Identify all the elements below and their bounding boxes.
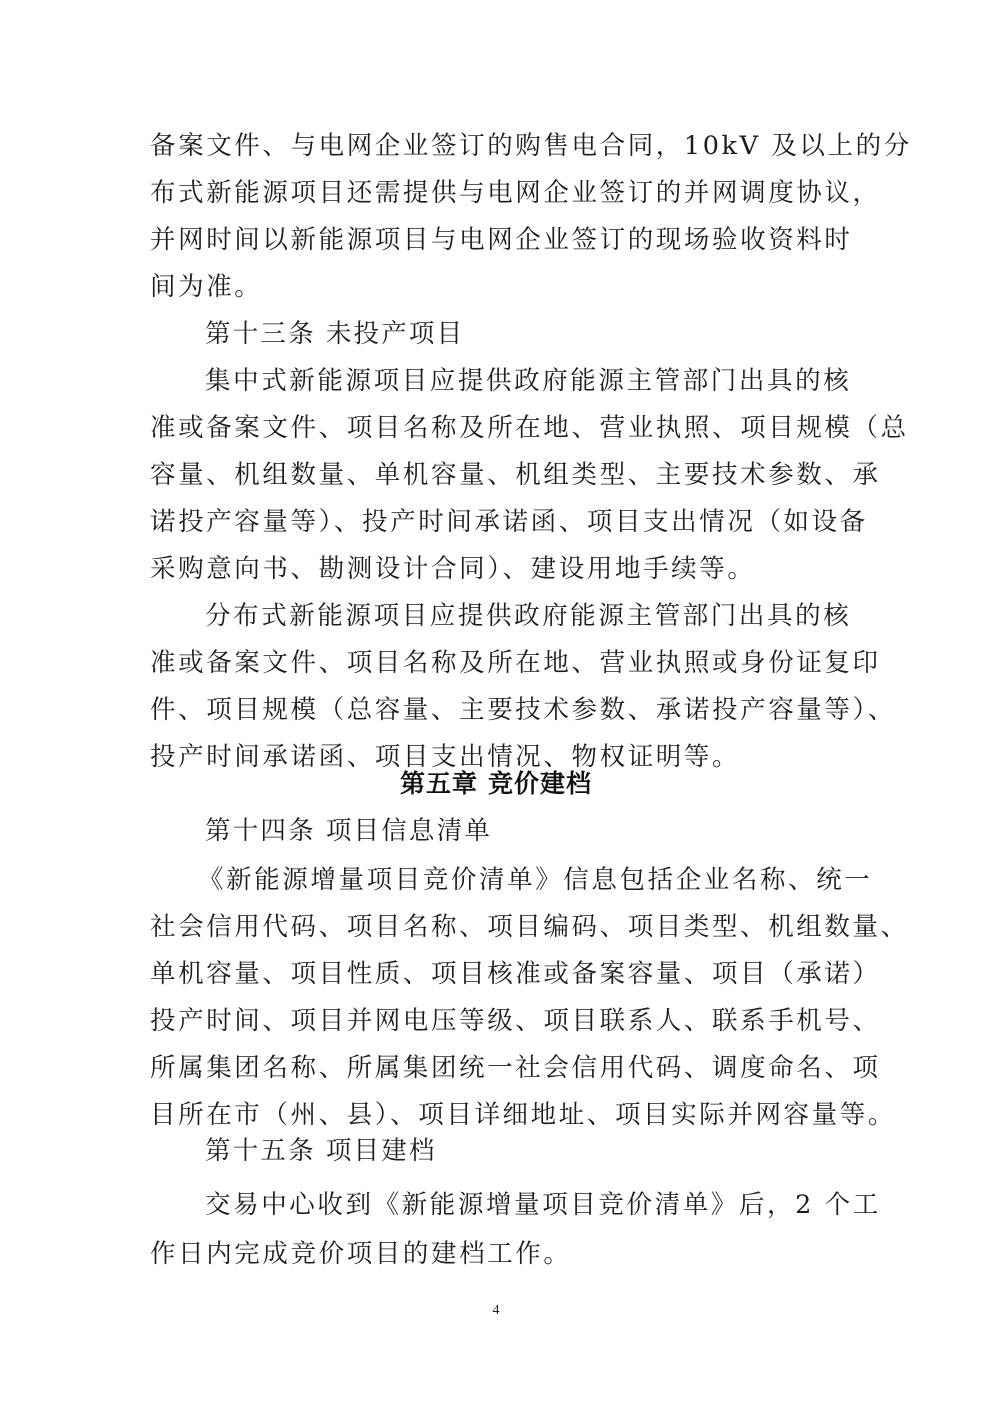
text-line: 采购意向书、勘测设计合同）、建设用地手续等。 [150,554,756,584]
text-line: 准或备案文件、项目名称及所在地、营业执照或身份证复印 [150,648,881,678]
article-title: 未投产项目 [325,319,465,349]
text-line: 所属集团名称、所属集团统一社会信用代码、调度命名、项 [150,1053,881,1083]
article-title: 项目建档 [325,1136,437,1166]
article-number: 第十四条 [205,816,316,846]
chapter-number: 第五章 [399,769,478,798]
text-line: 诺投产容量等）、投产时间承诺函、项目支出情况（如设备 [150,507,868,537]
article-14-heading [205,811,492,851]
chapter-title: 竞价建档 [488,769,593,798]
text-line: 目所在市（州、县）、项目详细地址、项目实际并网容量等。 [150,1100,896,1130]
text-line: 交易中心收到《新能源增量项目竞价清单》后，2 个工 [205,1190,881,1220]
text-line: 投产时间承诺函、项目支出情况、物权证明等。 [150,742,741,772]
text-line: 投产时间、项目并网电压等级、项目联系人、联系手机号、 [150,1006,881,1036]
text-line: 集中式新能源项目应提供政府能源主管部门出具的核 [205,366,852,396]
text-line: 准或备案文件、项目名称及所在地、营业执照、项目规模（总 [150,413,909,443]
text-line: 布式新能源项目还需提供与电网企业签订的并网调度协议， [150,178,881,208]
page-number: 4 [492,1303,500,1318]
text-line: 社会信用代码、项目名称、项目编码、项目类型、机组数量、 [150,912,909,942]
text-line: 作日内完成竞价项目的建档工作。 [150,1239,572,1269]
text-line: 分布式新能源项目应提供政府能源主管部门出具的核 [205,601,852,631]
text-line: 容量、机组数量、单机容量、机组类型、主要技术参数、承 [150,460,881,490]
text-line: 《新能源增量项目竞价清单》信息包括企业名称、统一 [198,865,873,895]
article-13-heading [205,314,464,354]
article-title: 项目信息清单 [325,816,493,846]
article-15-heading [205,1131,437,1171]
article-number: 第十三条 [205,319,316,349]
text-line: 间为准。 [150,272,263,302]
text-line: 备案文件、与电网企业签订的购售电合同，10kV 及以上的分 [150,131,912,161]
text-line: 并网时间以新能源项目与电网企业签订的现场验收资料时 [150,225,853,255]
chapter-5-heading [0,764,992,804]
article-number: 第十五条 [205,1136,316,1166]
text-line: 单机容量、项目性质、项目核准或备案容量、项目（承诺） [150,959,881,989]
text-line: 件、项目规模（总容量、主要技术参数、承诺投产容量等）、 [150,695,896,725]
